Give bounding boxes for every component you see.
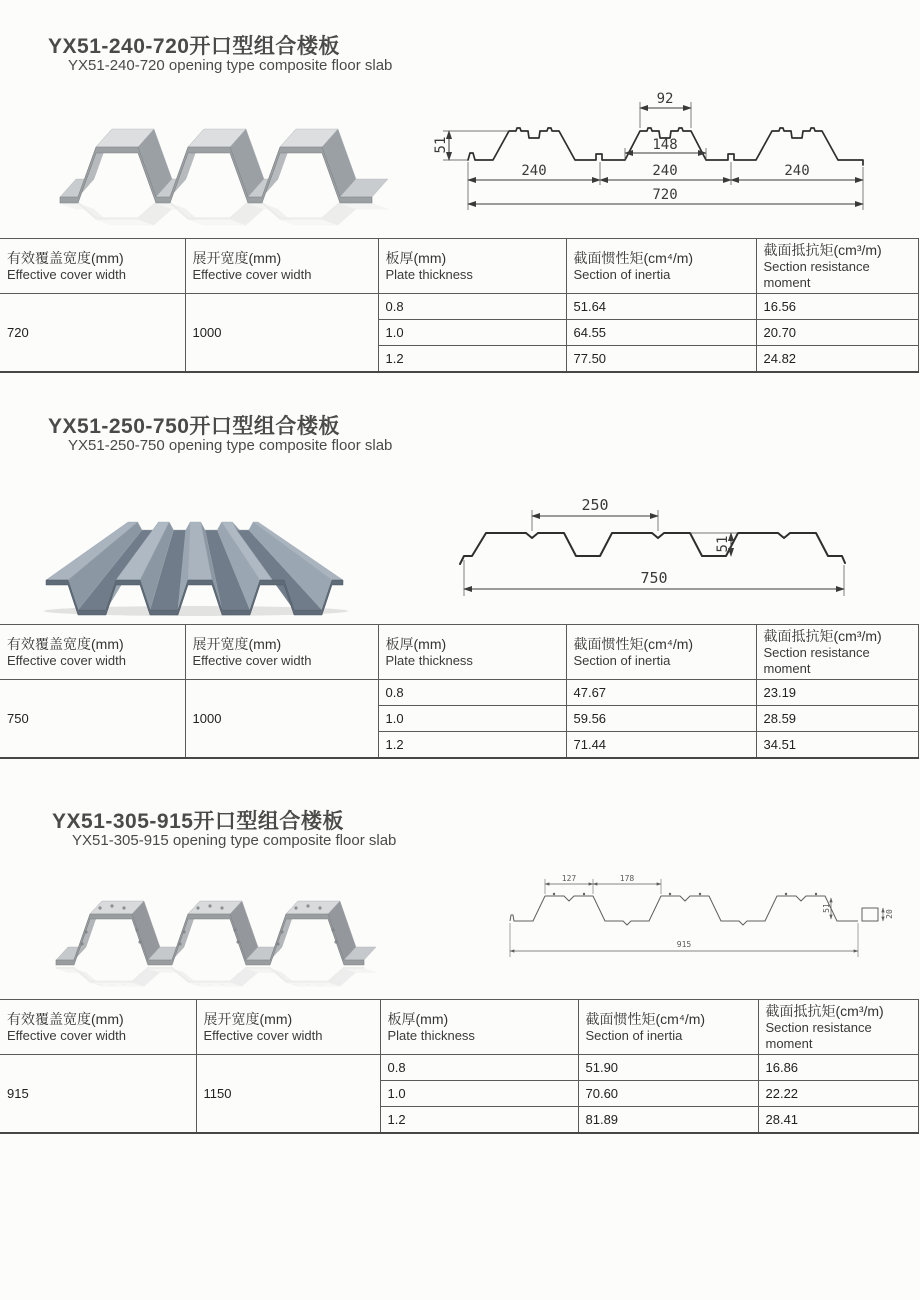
svg-text:178: 178 xyxy=(619,874,635,883)
col-cover-width: 有效覆盖宽度(mm) Effective cover width xyxy=(0,239,185,294)
col-expanded-width: 展开宽度(mm) Effective cover width xyxy=(196,1000,380,1055)
cover-width-value: 750 xyxy=(0,680,185,759)
inertia-value: 59.56 xyxy=(566,706,756,732)
spec-table-yx51-240-720 xyxy=(0,238,919,373)
thickness-value: 1.2 xyxy=(380,1107,578,1134)
spec-table-yx51-305-915 xyxy=(0,999,919,1134)
thickness-value: 1.2 xyxy=(378,732,566,759)
thickness-value: 0.8 xyxy=(378,680,566,706)
section2-title-zh: YX51-250-750开口型组合楼板 xyxy=(48,415,340,438)
cover-width-value: 915 xyxy=(0,1055,196,1134)
col-expanded-width: 展开宽度(mm) Effective cover width xyxy=(185,625,378,680)
inertia-value: 64.55 xyxy=(566,320,756,346)
resistance-value: 23.19 xyxy=(756,680,918,706)
resistance-value: 20.70 xyxy=(756,320,918,346)
col-thickness: 板厚(mm) Plate thickness xyxy=(378,239,566,294)
svg-text:915: 915 xyxy=(676,940,692,949)
svg-text:240: 240 xyxy=(652,163,678,179)
resistance-value: 22.22 xyxy=(758,1081,918,1107)
thickness-value: 0.8 xyxy=(380,1055,578,1081)
col-inertia: 截面惯性矩(cm⁴/m) Section of inertia xyxy=(566,625,756,680)
svg-text:51: 51 xyxy=(822,903,831,913)
product-photo-yx51-305-915 xyxy=(40,872,382,996)
table-header-row xyxy=(0,625,918,680)
thickness-value: 0.8 xyxy=(378,294,566,320)
inertia-value: 47.67 xyxy=(566,680,756,706)
profile-drawing-yx51-250-750 xyxy=(438,488,918,610)
profile-drawing-yx51-240-720 xyxy=(430,88,920,222)
col-thickness: 板厚(mm) Plate thickness xyxy=(378,625,566,680)
section3-title-zh: YX51-305-915开口型组合楼板 xyxy=(52,810,344,833)
profile-drawing-yx51-305-915 xyxy=(478,868,918,980)
cover-width-value: 720 xyxy=(0,294,185,373)
col-cover-width: 有效覆盖宽度(mm) Effective cover width xyxy=(0,1000,196,1055)
col-resistance: 截面抵抗矩(cm³/m) Section resistance moment xyxy=(758,1000,918,1055)
product-photo-yx51-240-720 xyxy=(42,92,404,234)
dimensions xyxy=(510,874,894,957)
resistance-value: 28.59 xyxy=(756,706,918,732)
resistance-value: 28.41 xyxy=(758,1107,918,1134)
resistance-value: 16.56 xyxy=(756,294,918,320)
svg-text:240: 240 xyxy=(784,163,810,179)
section1-title-zh: YX51-240-720开口型组合楼板 xyxy=(48,35,340,58)
thickness-value: 1.0 xyxy=(378,706,566,732)
svg-text:51: 51 xyxy=(715,535,731,553)
svg-text:240: 240 xyxy=(521,163,547,179)
col-cover-width: 有效覆盖宽度(mm) Effective cover width xyxy=(0,625,185,680)
expanded-width-value: 1000 xyxy=(185,680,378,759)
photo-reflection xyxy=(56,967,376,986)
table-header-row xyxy=(0,1000,918,1055)
expanded-width-value: 1000 xyxy=(185,294,378,373)
inertia-value: 51.90 xyxy=(578,1055,758,1081)
inertia-value: 77.50 xyxy=(566,346,756,373)
section3-title-en: YX51-305-915 opening type composite floor slab xyxy=(72,832,397,849)
expanded-width-value: 1150 xyxy=(196,1055,380,1134)
inertia-value: 70.60 xyxy=(578,1081,758,1107)
product-photo-yx51-250-750 xyxy=(28,462,360,616)
section1-title-en: YX51-240-720 opening type composite floor slab xyxy=(68,57,393,74)
col-thickness: 板厚(mm) Plate thickness xyxy=(380,1000,578,1055)
section2-title-en: YX51-250-750 opening type composite floor slab xyxy=(68,437,393,454)
thickness-value: 1.0 xyxy=(378,320,566,346)
dimensions xyxy=(464,496,844,596)
col-resistance: 截面抵抗矩(cm³/m) Section resistance moment xyxy=(756,239,918,294)
inertia-value: 71.44 xyxy=(566,732,756,759)
resistance-value: 24.82 xyxy=(756,346,918,373)
svg-text:127: 127 xyxy=(561,874,577,883)
inertia-value: 51.64 xyxy=(566,294,756,320)
thickness-value: 1.2 xyxy=(378,346,566,373)
col-resistance: 截面抵抗矩(cm³/m) Section resistance moment xyxy=(756,625,918,680)
table-header-row xyxy=(0,239,918,294)
photo-reflection xyxy=(60,201,388,225)
svg-text:250: 250 xyxy=(581,496,609,514)
resistance-value: 16.86 xyxy=(758,1055,918,1081)
svg-text:720: 720 xyxy=(652,187,678,203)
table-row xyxy=(0,1055,918,1081)
svg-text:51: 51 xyxy=(433,136,449,154)
svg-text:148: 148 xyxy=(652,137,678,153)
col-expanded-width: 展开宽度(mm) Effective cover width xyxy=(185,239,378,294)
col-inertia: 截面惯性矩(cm⁴/m) Section of inertia xyxy=(566,239,756,294)
resistance-value: 34.51 xyxy=(756,732,918,759)
table-row xyxy=(0,294,918,320)
svg-text:20: 20 xyxy=(885,909,894,919)
profile-outline xyxy=(460,533,845,564)
svg-text:750: 750 xyxy=(640,569,668,587)
deck-faces xyxy=(46,522,343,615)
table-row xyxy=(0,680,918,706)
spec-table-yx51-250-750 xyxy=(0,624,919,759)
col-inertia: 截面惯性矩(cm⁴/m) Section of inertia xyxy=(578,1000,758,1055)
thickness-value: 1.0 xyxy=(380,1081,578,1107)
inertia-value: 81.89 xyxy=(578,1107,758,1134)
svg-text:92: 92 xyxy=(656,91,674,107)
